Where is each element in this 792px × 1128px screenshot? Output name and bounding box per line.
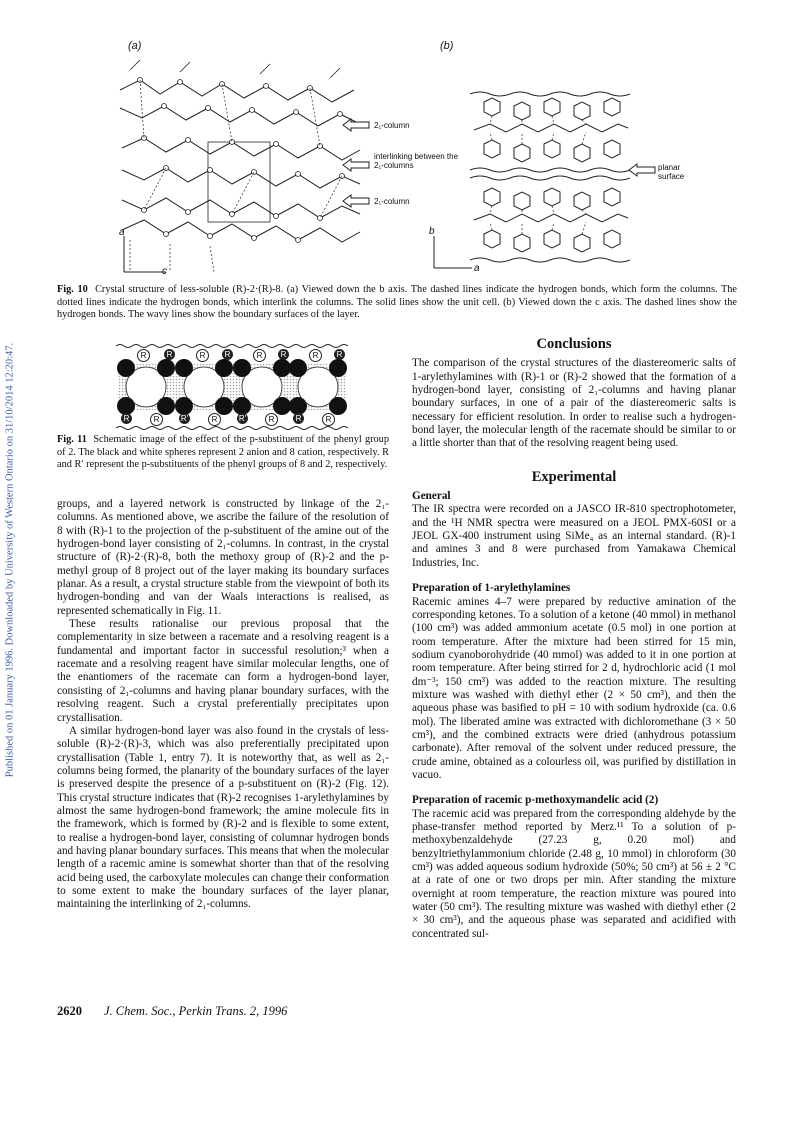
body-paragraph: groups, and a layered network is constructed by linkage of the 2₁-columns. As mentioned above, we ascribe the failure of the resolution of 8 with (R)-1 to the projection of the p-substituent of the amine out of the hydrogen-bond layer consisting of 2₁-columns. In contrast, in the crystal structure of (R)-2·(R)-8, both the methoxy group of (R)-2 and the p-methyl group of 8 project out of the layer making its boundary surfaces planar. As a result, a crystal structure stable from the viewpoint of both its hydrogen-bonding and van der Waals interactions is realised, as represented schematically in Fig. 11. (57, 498, 389, 617)
panel-b-label: (b) (440, 40, 454, 52)
figure10-caption-label: Fig. 10 (57, 284, 88, 295)
prep2-heading: Preparation of racemic p-methoxymandelic acid (2) (412, 794, 659, 807)
journal-citation: J. Chem. Soc., Perkin Trans. 2, 1996 (104, 1004, 288, 1018)
body-paragraph: A similar hydrogen-bond layer was also found in the crystals of less-soluble (R)-2·(R)-3, which was also preferentially precipitated upon crystallisation (Table 1, entry 7). It is noteworthy that, as well as 2₁-columns being formed, the planarity of the boundary surfaces of the layer is preserved despite the presence of a p-substituent on (R)-2 (Fig. 12). This crystal structure indicates that (R)-2 recognises 1-arylethylamines by almost the same hydrogen-bond framework; the amine molecule fits in the framework, which is formed by (R)-2 and is flexible to some extent, to realise a hydrogen-bond layer, consisting of columnar hydrogen bonds and having planar boundary surfaces. This means that when the molecular length of a racemic amine is somewhat shorter than that of the resolving acid being used, the carboxylate molecules can change their conformation to some extent to make the boundary surfaces of the layer planar, maintaining the interlinking of 2₁-columns. (57, 724, 389, 911)
r-label: R' (238, 414, 247, 423)
arrow-left-icon (342, 118, 370, 132)
r-label: R (278, 349, 289, 360)
arrow-left-icon (342, 158, 370, 172)
label-column-top: 2₁-column (374, 121, 410, 130)
panel-a-label: (a) (128, 40, 142, 52)
figure10-caption (57, 284, 737, 322)
label-interlink: interlinking between the 2₁-columns (374, 152, 459, 170)
r-label: R (208, 413, 221, 426)
r-label: R (322, 413, 335, 426)
r-label: R (150, 413, 163, 426)
r-label: R (137, 349, 150, 362)
r-label: R (121, 413, 132, 424)
conclusions-paragraph: The comparison of the crystal structures of the diastereomeric salts of 1-arylethylamines with (R)-1 or (R)-2 showed that the formation of a hydrogen-bond layer, consisting of 2₁-columns and having planar boundary surfaces, in one of a pair of the diastereomeric salts is necessary for efficient resolution. In order to realise such a hydrogen-bond layer, the molecular length of the racemate should be similar to or a little shorter than that of the resolving reagent being used. (412, 357, 736, 450)
left-column (57, 498, 389, 912)
figure11-caption-label: Fig. 11 (57, 434, 87, 445)
r-label: R' (180, 414, 189, 423)
arrow-left-icon (628, 163, 656, 177)
experimental-heading: Experimental (531, 468, 617, 485)
right-column (412, 338, 736, 941)
prep2-paragraph: The racemic acid was prepared from the corresponding aldehyde by the phase-transfer method reported by Merz.¹¹ To a solution of p-methoxybenzaldehyde (27.23 g, 0.20 mol) and benzyltriethylammonium chloride (2.48 g, 10 mmol) in chloroform (30 cm³) was added aqueous sodium hydroxide (50%; 50 cm³) at 56 ± 2 °C at a rate of one or two drops per min. After standing the mixture overnight at room temperature, the reaction mixture was poured into water (50 cm³). The resulting mixture was washed with diethyl ether (2 × 30 cm³), and the aqueous phase was separated and acidified with concentrated sul- (412, 807, 736, 940)
axis-c-label: c (162, 266, 167, 277)
prep1-heading: Preparation of 1-arylethylamines (412, 582, 571, 595)
figure11-caption (57, 434, 389, 472)
r-label: R (196, 349, 209, 362)
r-label: R (334, 349, 345, 360)
r-label: R (222, 349, 233, 360)
r-label: R (293, 413, 304, 424)
page-number: 2620 (57, 1004, 82, 1018)
figure10b-crystal-structure (470, 88, 630, 268)
r-label: R (309, 349, 322, 362)
page-footer (57, 1004, 287, 1019)
figure11-caption-text: Schematic image of the effect of the p-substituent of the phenyl group of 2. The black and white spheres represent 2 anion and 8 cation, respectively. R and R′ represent the p-substituents of the phenyl groups of 8 and 2, respectively. (57, 434, 389, 471)
figure10-caption-text: Crystal structure of less-soluble (R)-2·(R)-8. (a) Viewed down the b axis. The dashed lines indicate the hydrogen bonds, which form the columns. The dotted lines indicate the hydrogen bonds, which interlink the columns. The solid lines show the unit cell. (b) Viewed down the c axis. The dashed lines show the hydrogen bonds. The wavy lines show the boundary surfaces of the layer. (57, 284, 737, 321)
conclusions-heading: Conclusions (536, 336, 612, 352)
label-planar-surface: planar surface (658, 163, 685, 181)
body-paragraph: These results rationalise our previous proposal that the complementarity in size between a racemate and a resolving reagent is a fundamental and important factor in successful resolution;³ when a racemate and a resolving reagent have similar molecular lengths, one of the enantiomers of the racemate can form a hydrogen-bond layer, consisting of 2₁-columns and having planar boundary surfaces, with the resolving reagent. Such a crystal preferentially precipitates upon crystallisation. (57, 618, 389, 724)
axis-a-horiz-label: a (474, 263, 480, 274)
general-paragraph: The IR spectra were recorded on a JASCO IR-810 spectrophotometer, and the ¹H NMR spectra were measured on a JEOL PMX-60SI or a JEOL GX-400 instrument using SiMe₄ as an internal standard. (R)-1 and amines 3 and 8 were purchased from Yamakawa Chemical Industries, Inc. (412, 503, 736, 569)
axis-a-vert-label: a (119, 227, 125, 238)
general-heading: General (412, 490, 451, 503)
r-label: R (164, 349, 175, 360)
prep1-paragraph: Racemic amines 4–7 were prepared by reductive amination of the corresponding ketones. To a solution of a ketone (40 mmol) in methanol (100 cm³) was added ammonium acetate (0.5 mol) in one portion at room temperature. After the mixture had been stirred for 15 min, sodium cyanoborohydride (40 mmol) was added to it in one portion at room temperature. After being stirred for 2 d, hydrochloric acid (1 mol dm⁻³; 150 cm³) was added to the reaction mixture. The resulting mixture was washed with diethyl ether (2 × 50 cm³), and then the aqueous phase was basified to pH = 10 with sodium hydroxide (ca. 0.6 mol). The liberated amine was extracted with dichloromethane (3 × 50 cm³), and the combined extracts were dried (anhydrous potassium carbonate). After removal of the solvent under reduced pressure, the crude amine, obtained as a colourless oil, was purified by distillation in vacuo. (412, 595, 736, 781)
watermark-text: Published on 01 January 1996. Downloaded by University of Western Ontario on 31/10/2014 12:20:47. (4, 342, 16, 778)
download-watermark (2, 120, 18, 1000)
r-label: R (253, 349, 266, 362)
label-column-bottom: 2₁-column (374, 197, 410, 206)
figure11-r-labels (112, 343, 352, 433)
r-label: R (265, 413, 278, 426)
arrow-left-icon (342, 194, 370, 208)
axis-b-vert-label: b (429, 226, 435, 237)
